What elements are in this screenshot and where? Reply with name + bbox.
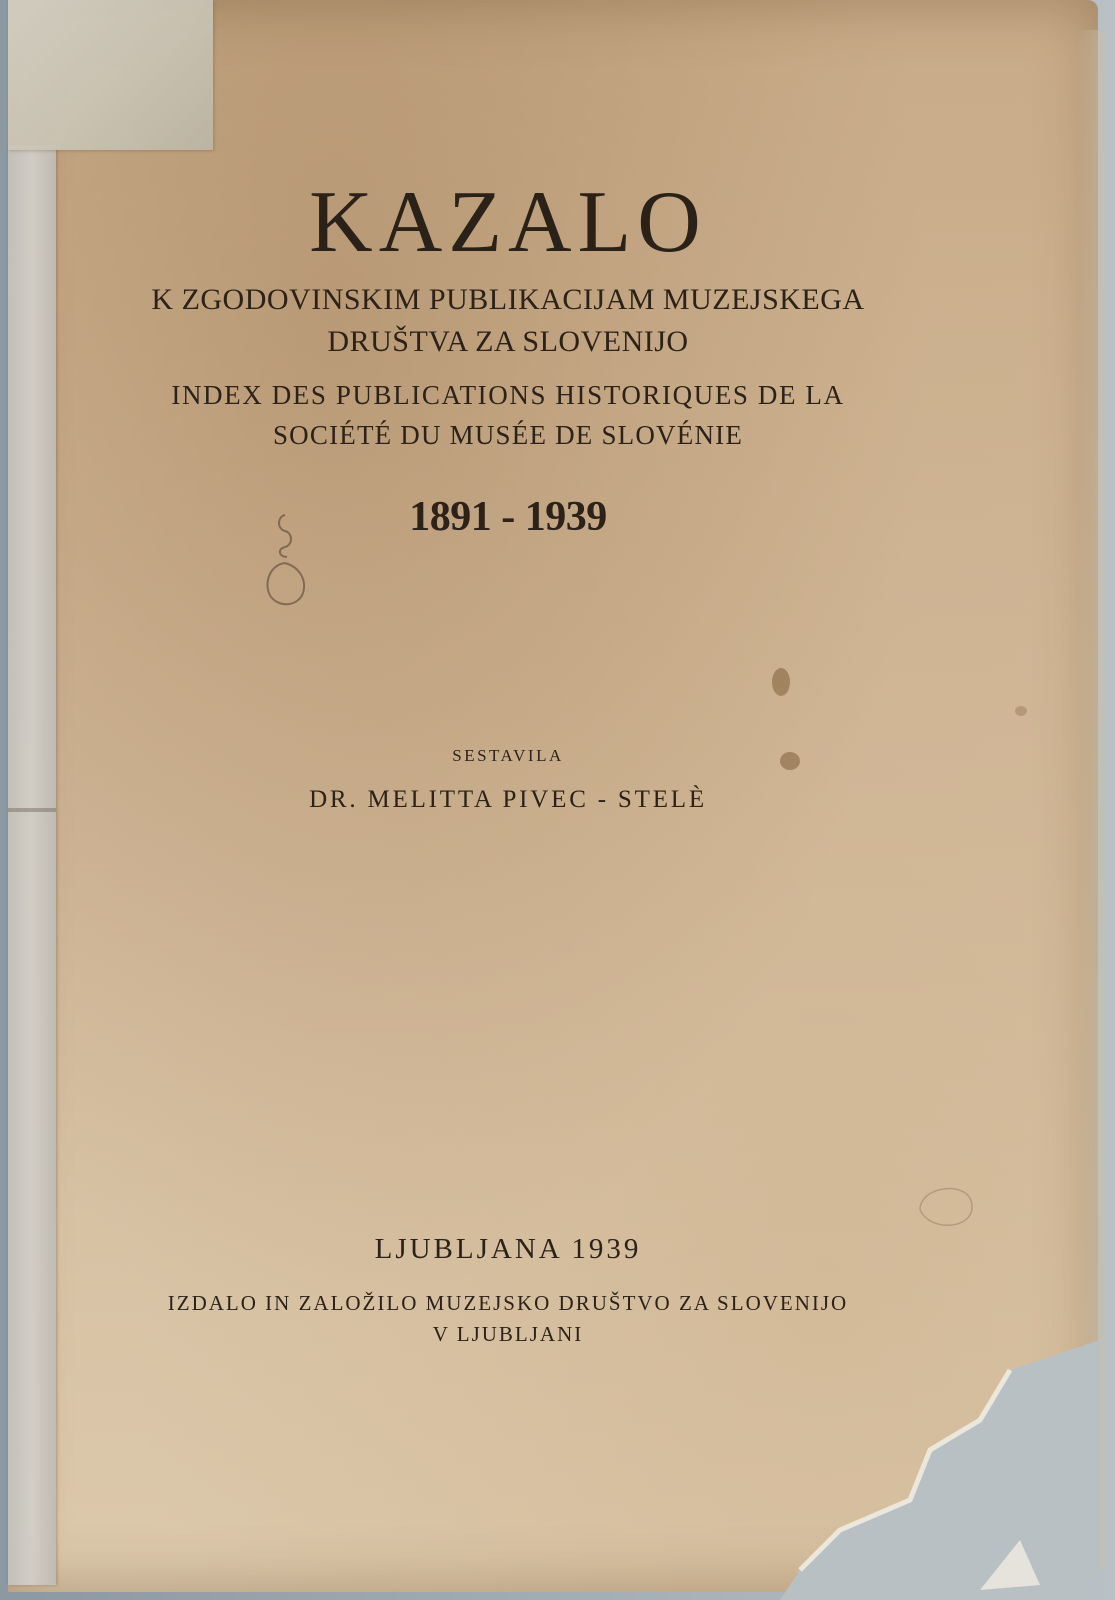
compiled-by-label: SESTAVILA	[452, 746, 564, 765]
stain-mark	[772, 668, 790, 696]
torn-corner	[780, 1330, 1100, 1600]
subtitle-french-line-2: SOCIÉTÉ DU MUSÉE DE SLOVÉNIE	[272, 420, 744, 450]
tape-crease	[8, 808, 56, 812]
pencil-mark	[255, 505, 315, 615]
place-and-year: LJUBLJANA 1939	[374, 1233, 642, 1265]
top-corner-tape	[8, 0, 213, 150]
author-name: DR. MELITTA PIVEC - STELÈ	[309, 786, 707, 813]
subtitle-slovene-line-1: K ZGODOVINSKIM PUBLIKACIJAM MUZEJSKEGA	[151, 283, 865, 316]
year-range: 1891 - 1939	[409, 494, 607, 540]
paper-scuff	[900, 1170, 990, 1240]
subtitle-french-line-1: INDEX DES PUBLICATIONS HISTORIQUES DE LA	[171, 380, 845, 410]
publisher-line-2: V LJUBLJANI	[432, 1322, 584, 1346]
book-title: KAZALO	[309, 174, 707, 271]
subtitle-slovene-line-2: DRUŠTVA ZA SLOVENIJO	[327, 325, 689, 358]
spine-tape	[8, 145, 56, 1585]
stain-mark	[1015, 706, 1027, 716]
stain-mark	[780, 752, 800, 770]
publisher-line-1: IZDALO IN ZALOŽILO MUZEJSKO DRUŠTVO ZA SLOVENIJO	[167, 1291, 849, 1315]
